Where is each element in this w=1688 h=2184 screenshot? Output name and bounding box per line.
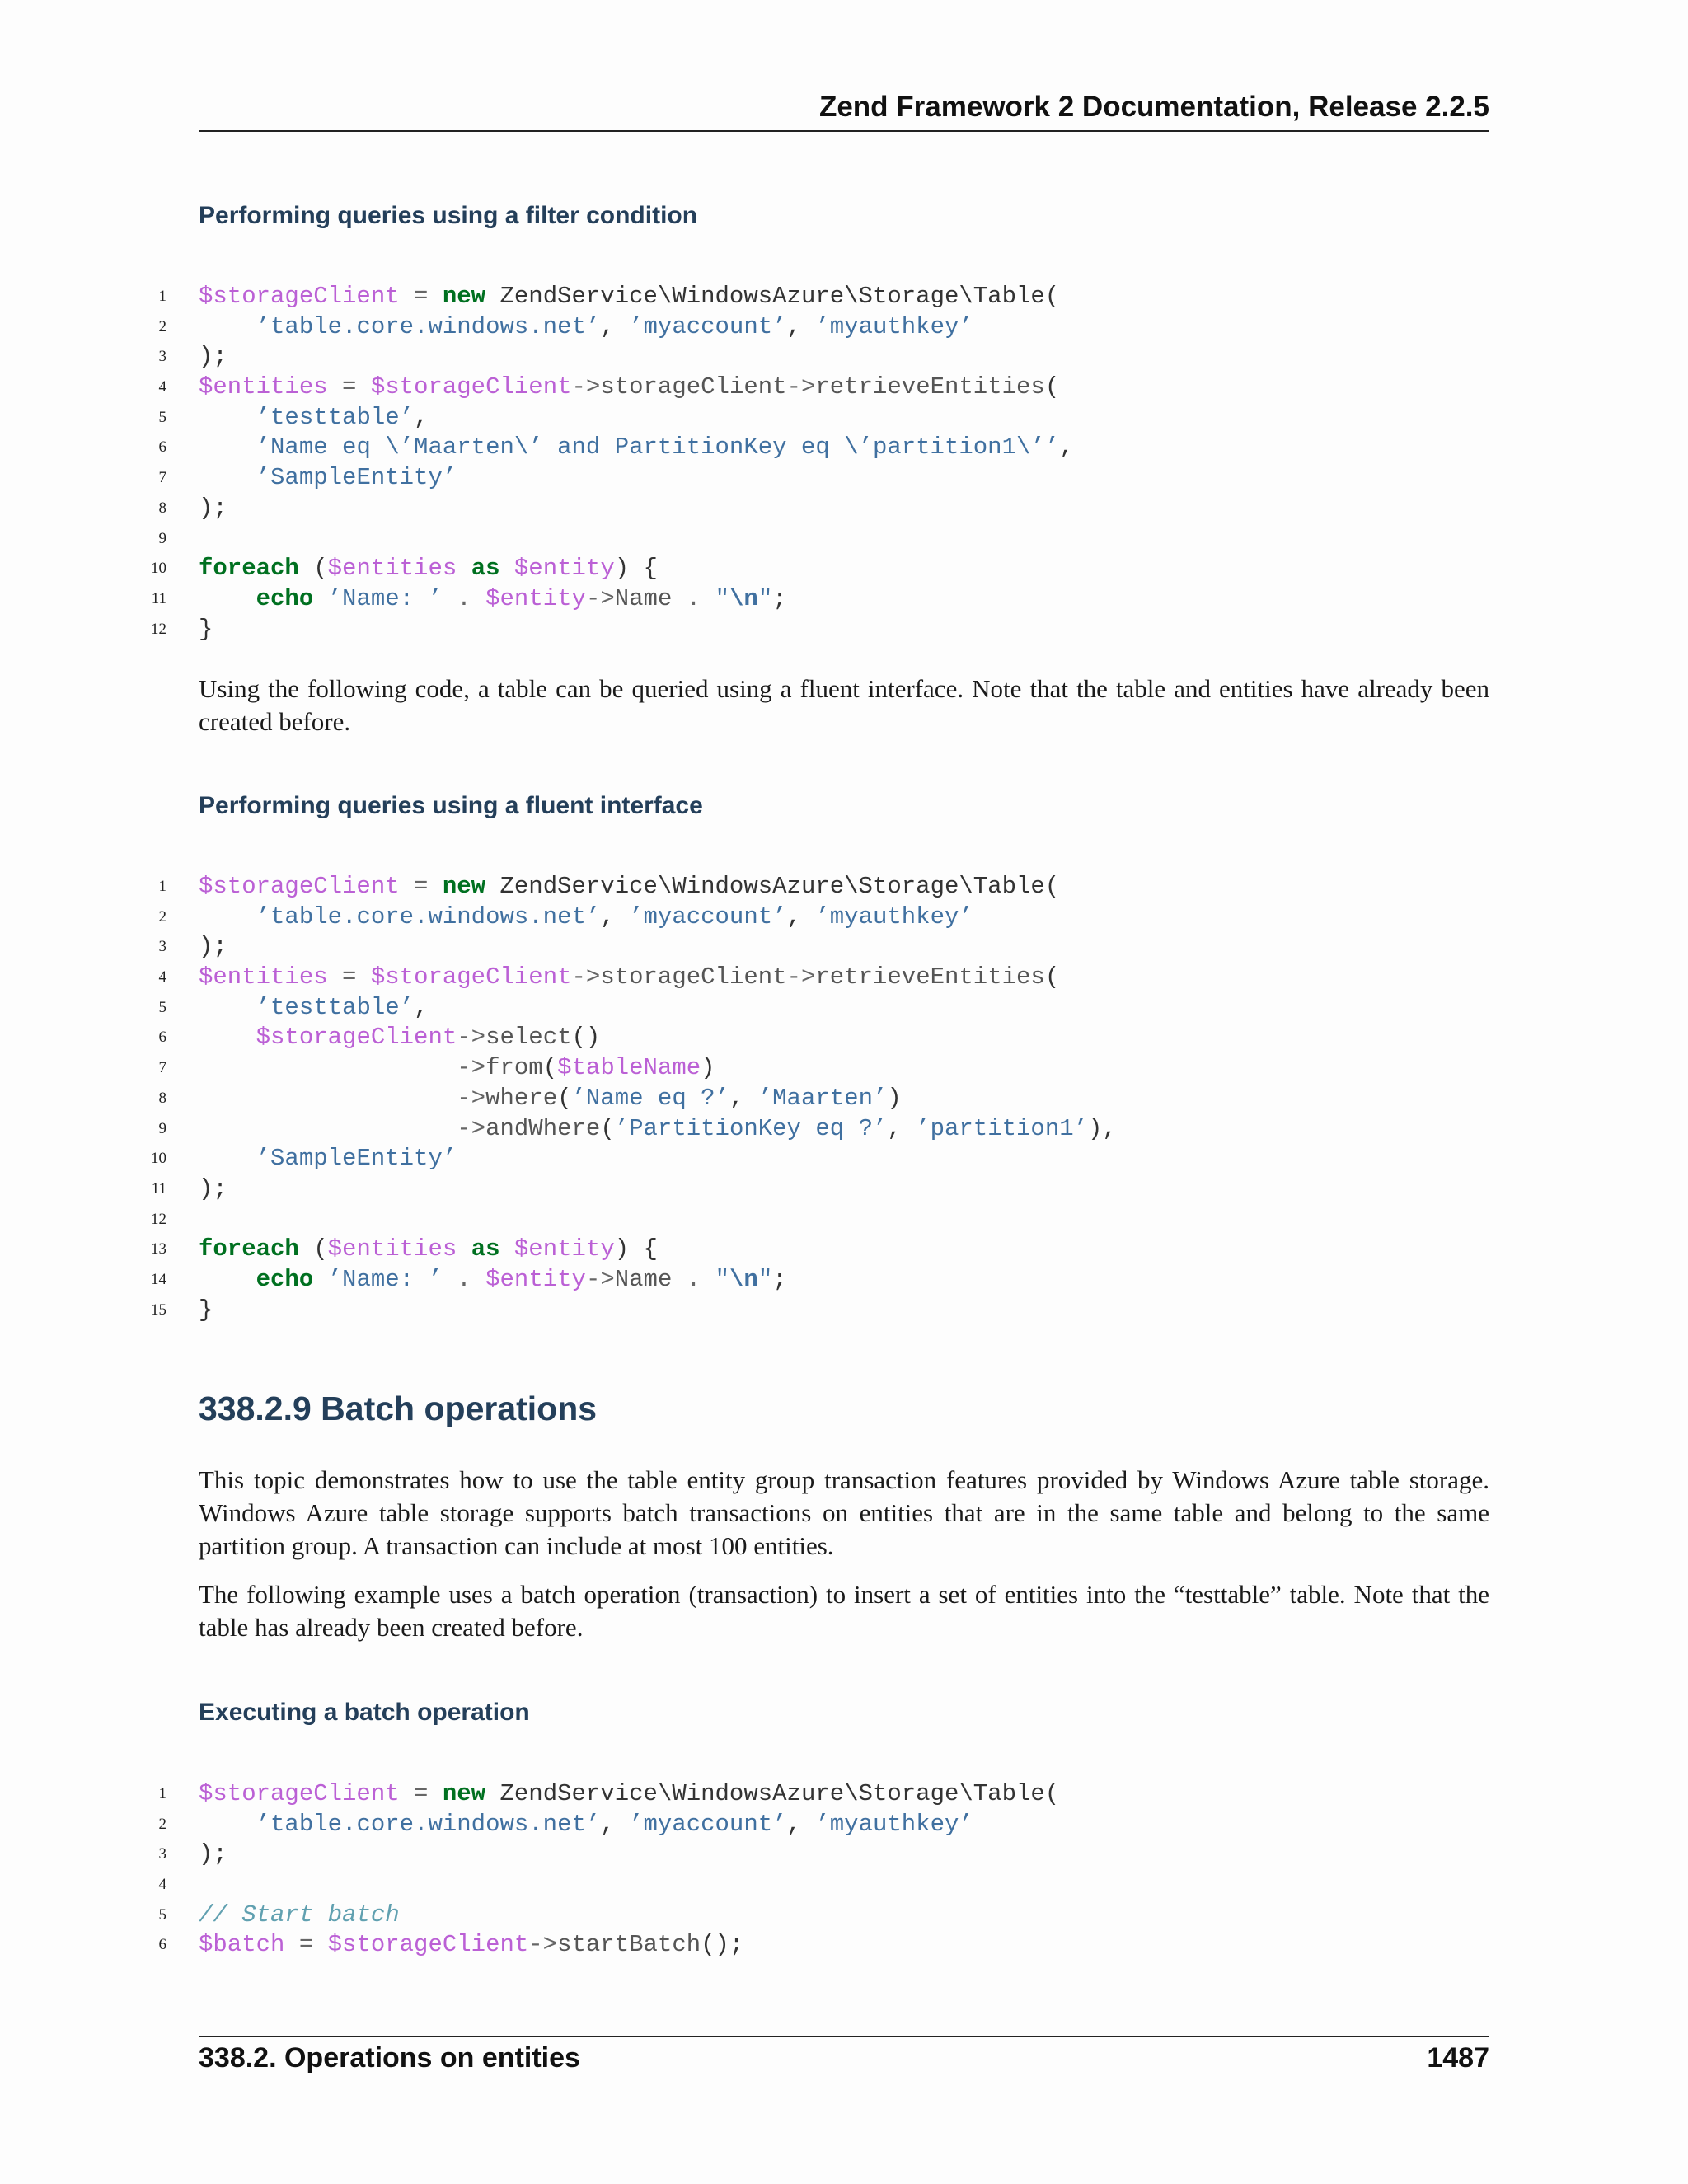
code-token: (): [571, 1024, 601, 1052]
code-token: [199, 1145, 256, 1172]
code-line: [0, 1205, 1688, 1235]
code-line: [0, 1114, 1688, 1145]
code-text: [199, 1084, 902, 1114]
code-line: [0, 1930, 1688, 1961]
code-caption-batch: Executing a batch operation: [199, 1699, 530, 1726]
code-token: $storageClient: [256, 1024, 457, 1052]
code-token: $entities: [327, 555, 457, 583]
code-token: [199, 1085, 457, 1112]
code-text: [199, 463, 457, 494]
line-number: 12: [151, 1210, 166, 1228]
code-token: [672, 585, 686, 612]
code-token: [400, 1780, 414, 1807]
code-text: [199, 433, 1074, 463]
code-text: [199, 584, 787, 615]
code-token: ),: [1088, 1114, 1117, 1142]
code-token: ,: [1059, 434, 1074, 462]
code-token: $entity: [513, 1235, 615, 1263]
code-token: ": [757, 1265, 773, 1293]
code-token: ->: [571, 963, 601, 991]
code-token: select: [485, 1024, 572, 1052]
code-token: ZendService\WindowsAzure\Storage\Table(: [485, 283, 1060, 310]
code-token: [443, 1266, 457, 1293]
code-token: (: [542, 1054, 558, 1082]
line-number: 7: [158, 469, 166, 487]
code-token: [199, 994, 256, 1021]
code-token: ): [701, 1054, 715, 1082]
code-token: [199, 434, 256, 461]
paragraph-batch-1: This topic demonstrates how to use the table entity group transaction features provided by Windows Azure table storage. Windows Azure table storage supports batch transactions on entities that are in the same table and belong to the same partition group. A transaction can include at most 100 entities.: [199, 1465, 1489, 1560]
code-token: =: [342, 963, 357, 991]
code-token: [199, 585, 256, 612]
code-token: [313, 585, 327, 612]
code-line: [0, 1053, 1688, 1084]
code-token: ->: [786, 373, 816, 401]
code-token: ’Maarten’: [757, 1084, 888, 1112]
code-text: [199, 993, 428, 1024]
code-token: =: [414, 1780, 429, 1807]
code-token: ,: [786, 902, 816, 930]
code-line: [0, 463, 1688, 494]
code-line: [0, 872, 1688, 902]
line-number: 12: [151, 620, 166, 638]
code-token: [199, 1054, 457, 1081]
code-token: .: [686, 584, 701, 612]
code-token: ->: [457, 1054, 486, 1082]
code-token: }: [199, 1296, 213, 1324]
code-token: ->: [528, 1931, 558, 1959]
code-token: ,: [786, 312, 816, 340]
code-text: [199, 1930, 743, 1961]
code-token: [471, 1266, 485, 1293]
code-token: ’Name: ’: [327, 1265, 443, 1293]
line-number: 8: [158, 499, 166, 517]
code-text: [199, 494, 227, 524]
line-number: 6: [158, 1936, 166, 1954]
code-token: [701, 585, 715, 612]
code-token: ->: [571, 373, 601, 401]
paragraph-batch-2: The following example uses a batch operation (transaction) to insert a set of entities into the “testtable” table. Note that the table has already been created before.: [199, 1580, 1489, 1642]
code-token: [313, 1266, 327, 1293]
code-token: [328, 963, 342, 991]
code-text: [199, 312, 973, 343]
code-line: [0, 524, 1688, 555]
code-block-batch: [0, 1779, 1688, 1961]
code-line: [0, 373, 1688, 403]
code-token: ,: [414, 993, 429, 1021]
code-text: [199, 342, 227, 373]
code-token: ->: [786, 963, 816, 991]
code-token: ’myaccount’: [629, 312, 787, 340]
code-token: [500, 1235, 514, 1263]
code-token: storageClient: [600, 373, 787, 401]
code-text: [199, 1053, 715, 1084]
code-token: [500, 555, 514, 582]
code-token: $entities: [327, 1235, 457, 1263]
paragraph-fluent-intro: Using the following code, a table can be queried using a fluent interface. Note that the table and entities have already been created before.: [199, 674, 1489, 736]
code-token: [284, 1931, 298, 1958]
code-token: ,: [600, 1810, 630, 1838]
code-line: [0, 1084, 1688, 1114]
code-token: ": [715, 1265, 729, 1293]
code-token: ’Name eq ?’: [571, 1084, 729, 1112]
code-token: foreach: [199, 555, 299, 583]
line-number: 11: [151, 1179, 166, 1197]
code-line: [0, 403, 1688, 434]
code-token: new: [442, 873, 486, 900]
code-token: ’myaccount’: [629, 902, 787, 930]
code-line: [0, 902, 1688, 933]
code-token: [313, 1931, 327, 1958]
code-text: [199, 1023, 600, 1053]
code-token: ’SampleEntity’: [256, 1145, 457, 1173]
code-token: startBatch: [557, 1931, 701, 1959]
code-token: ) {: [614, 555, 658, 583]
code-line: [0, 584, 1688, 615]
code-token: ’partition1’: [916, 1114, 1089, 1142]
code-token: [356, 373, 370, 401]
code-token: andWhere: [485, 1114, 601, 1142]
code-caption-filter: Performing queries using a filter condition: [199, 202, 698, 229]
line-number: 7: [158, 1059, 166, 1077]
code-token: ;: [772, 1265, 787, 1293]
line-number: 5: [158, 998, 166, 1016]
line-number: 10: [151, 560, 166, 578]
code-token: ->: [457, 1024, 486, 1052]
code-token: .: [457, 584, 471, 612]
code-text: [199, 1810, 973, 1840]
code-token: [199, 1266, 256, 1293]
code-token: .: [686, 1265, 701, 1293]
line-number: 2: [158, 907, 166, 926]
line-number: 10: [151, 1150, 166, 1168]
code-token: ,: [414, 403, 429, 431]
code-text: [199, 1265, 787, 1296]
code-token: ’table.core.windows.net’: [256, 1810, 601, 1838]
code-line: [0, 1144, 1688, 1174]
code-token: [457, 555, 471, 582]
footer-page-number: 1487: [1427, 2042, 1489, 2074]
line-number: 9: [158, 529, 166, 547]
line-number: 4: [158, 968, 166, 987]
line-number: 13: [151, 1240, 166, 1258]
code-token: foreach: [199, 1235, 299, 1263]
code-token: $entities: [199, 963, 328, 991]
line-number: 2: [158, 317, 166, 335]
code-token: Name: [614, 1265, 673, 1293]
code-token: $batch: [199, 1931, 285, 1959]
code-caption-fluent: Performing queries using a fluent interface: [199, 792, 703, 819]
code-line: [0, 282, 1688, 312]
code-token: $storageClient: [370, 373, 572, 401]
code-token: ,: [786, 1810, 816, 1838]
code-token: \n: [729, 584, 758, 612]
line-number: 4: [158, 1876, 166, 1894]
code-token: );: [199, 1174, 227, 1202]
code-text: [199, 932, 227, 963]
code-line: [0, 1265, 1688, 1296]
code-token: );: [199, 343, 227, 371]
code-token: ->: [585, 1265, 615, 1293]
code-line: [0, 554, 1688, 584]
code-token: (: [298, 1235, 328, 1263]
code-token: ’table.core.windows.net’: [256, 312, 601, 340]
code-token: ;: [772, 584, 787, 612]
line-number: 3: [158, 938, 166, 956]
code-token: (: [298, 555, 328, 583]
code-token: (: [600, 1114, 615, 1142]
code-line: [0, 993, 1688, 1024]
code-line: [0, 1779, 1688, 1810]
code-token: [199, 313, 256, 340]
line-number: 1: [158, 288, 166, 305]
code-line: [0, 1870, 1688, 1900]
code-token: ,: [887, 1114, 917, 1142]
code-token: new: [442, 1780, 486, 1807]
code-token: ,: [600, 312, 630, 340]
code-token: ": [757, 584, 773, 612]
code-token: $entity: [485, 584, 586, 612]
code-text: [199, 615, 213, 645]
code-text: [199, 872, 1059, 902]
code-token: echo: [256, 1265, 314, 1293]
code-token: [400, 283, 414, 310]
code-token: [199, 1024, 256, 1051]
code-text: [199, 373, 1059, 403]
code-token: );: [199, 1840, 227, 1868]
code-text: [199, 963, 1059, 993]
code-token: ’SampleEntity’: [256, 464, 457, 492]
code-text: [199, 1900, 400, 1931]
line-number: 11: [151, 589, 166, 607]
footer-section-title: 338.2. Operations on entities: [199, 2042, 580, 2074]
code-token: (: [557, 1084, 572, 1112]
code-token: .: [457, 1265, 471, 1293]
code-token: ->: [457, 1114, 486, 1142]
code-line: [0, 494, 1688, 524]
code-token: [443, 585, 457, 612]
code-token: retrieveEntities: [815, 963, 1045, 991]
code-token: from: [485, 1054, 543, 1082]
code-line: [0, 615, 1688, 645]
line-number: 3: [158, 1845, 166, 1863]
code-line: [0, 1023, 1688, 1053]
code-token: ’Name eq \’Maarten\’ and PartitionKey eq \’partition1\’’: [256, 434, 1060, 462]
code-line: [0, 1296, 1688, 1326]
running-header-title: Zend Framework 2 Documentation, Release 2.2.5: [818, 91, 1489, 123]
code-token: [356, 963, 370, 991]
code-token: $entities: [199, 373, 328, 401]
code-line: [0, 433, 1688, 463]
code-text: [199, 282, 1059, 312]
code-token: ’Name: ’: [327, 584, 443, 612]
code-line: [0, 1235, 1688, 1265]
code-token: $storageClient: [199, 283, 400, 310]
line-number: 15: [151, 1301, 166, 1319]
code-token: [428, 1780, 442, 1807]
code-token: );: [199, 494, 227, 522]
code-token: ZendService\WindowsAzure\Storage\Table(: [485, 873, 1060, 900]
code-text: [199, 1114, 1117, 1145]
line-number: 9: [158, 1119, 166, 1137]
code-token: [199, 404, 256, 431]
code-token: ) {: [614, 1235, 658, 1263]
line-number: 8: [158, 1089, 166, 1107]
line-number: 3: [158, 348, 166, 366]
code-token: ();: [701, 1931, 744, 1959]
code-token: as: [471, 1235, 500, 1263]
code-token: $storageClient: [370, 963, 572, 991]
code-block-filter: [0, 282, 1688, 644]
code-text: [199, 1779, 1059, 1810]
code-token: storageClient: [600, 963, 787, 991]
code-token: where: [485, 1084, 558, 1112]
code-token: new: [442, 283, 486, 310]
code-token: ->: [457, 1084, 486, 1112]
code-line: [0, 932, 1688, 963]
code-token: (: [1044, 963, 1060, 991]
code-token: [471, 585, 485, 612]
line-number: 2: [158, 1815, 166, 1833]
line-number: 5: [158, 408, 166, 426]
line-number: 4: [158, 378, 166, 396]
code-token: ’myauthkey’: [815, 902, 973, 930]
code-token: [199, 903, 256, 930]
code-token: [428, 873, 442, 900]
code-text: [199, 902, 973, 933]
line-number: 1: [158, 878, 166, 895]
code-token: ’testtable’: [256, 403, 415, 431]
code-token: ,: [729, 1084, 758, 1112]
code-token: ’testtable’: [256, 993, 415, 1021]
code-token: [672, 1266, 686, 1293]
footer-rule: [199, 2036, 1489, 2037]
section-heading-batch: 338.2.9 Batch operations: [199, 1390, 598, 1427]
code-line: [0, 1840, 1688, 1870]
code-token: ’myauthkey’: [815, 312, 973, 340]
code-text: [199, 403, 428, 434]
code-token: $storageClient: [327, 1931, 529, 1959]
code-block-fluent: [0, 872, 1688, 1325]
code-token: =: [414, 873, 429, 900]
code-token: retrieveEntities: [815, 373, 1045, 401]
line-number: 5: [158, 1905, 166, 1924]
code-token: ’myauthkey’: [815, 1810, 973, 1838]
code-token: echo: [256, 584, 314, 612]
code-text: [199, 1144, 457, 1174]
code-token: $storageClient: [199, 1780, 400, 1807]
code-token: ): [887, 1084, 902, 1112]
code-token: \n: [729, 1265, 758, 1293]
code-line: [0, 1900, 1688, 1931]
code-token: ": [715, 584, 729, 612]
line-number: 6: [158, 438, 166, 457]
code-text: [199, 1235, 658, 1265]
code-token: (: [1044, 373, 1060, 401]
code-line: [0, 963, 1688, 993]
code-token: ZendService\WindowsAzure\Storage\Table(: [485, 1780, 1060, 1807]
line-number: 6: [158, 1029, 166, 1047]
code-token: $storageClient: [199, 873, 400, 900]
code-token: as: [471, 555, 500, 583]
code-token: [199, 1115, 457, 1142]
code-token: $entity: [485, 1265, 586, 1293]
code-token: [428, 283, 442, 310]
code-text: [199, 1840, 227, 1870]
code-token: // Start batch: [199, 1900, 400, 1929]
code-text: [199, 554, 658, 584]
code-token: ’myaccount’: [629, 1810, 787, 1838]
code-token: Name: [614, 584, 673, 612]
code-token: $tableName: [557, 1054, 701, 1082]
code-token: [457, 1235, 471, 1263]
code-token: ,: [600, 902, 630, 930]
code-text: [199, 1296, 213, 1326]
code-token: ’PartitionKey eq ?’: [614, 1114, 888, 1142]
code-text: [199, 1174, 227, 1205]
code-token: ’table.core.windows.net’: [256, 902, 601, 930]
code-token: [199, 464, 256, 491]
code-token: =: [342, 373, 357, 401]
code-token: $entity: [513, 555, 615, 583]
line-number: 14: [151, 1270, 166, 1288]
code-token: }: [199, 615, 213, 643]
code-token: =: [298, 1931, 314, 1959]
code-token: ->: [585, 584, 615, 612]
line-number: 1: [158, 1785, 166, 1802]
header-rule: [199, 130, 1489, 132]
code-token: [328, 373, 342, 401]
code-line: [0, 1810, 1688, 1840]
code-token: [400, 873, 414, 900]
code-token: );: [199, 933, 227, 961]
code-token: [199, 1811, 256, 1838]
code-line: [0, 312, 1688, 343]
code-line: [0, 342, 1688, 373]
code-token: [701, 1266, 715, 1293]
code-token: =: [414, 283, 429, 310]
code-line: [0, 1174, 1688, 1205]
